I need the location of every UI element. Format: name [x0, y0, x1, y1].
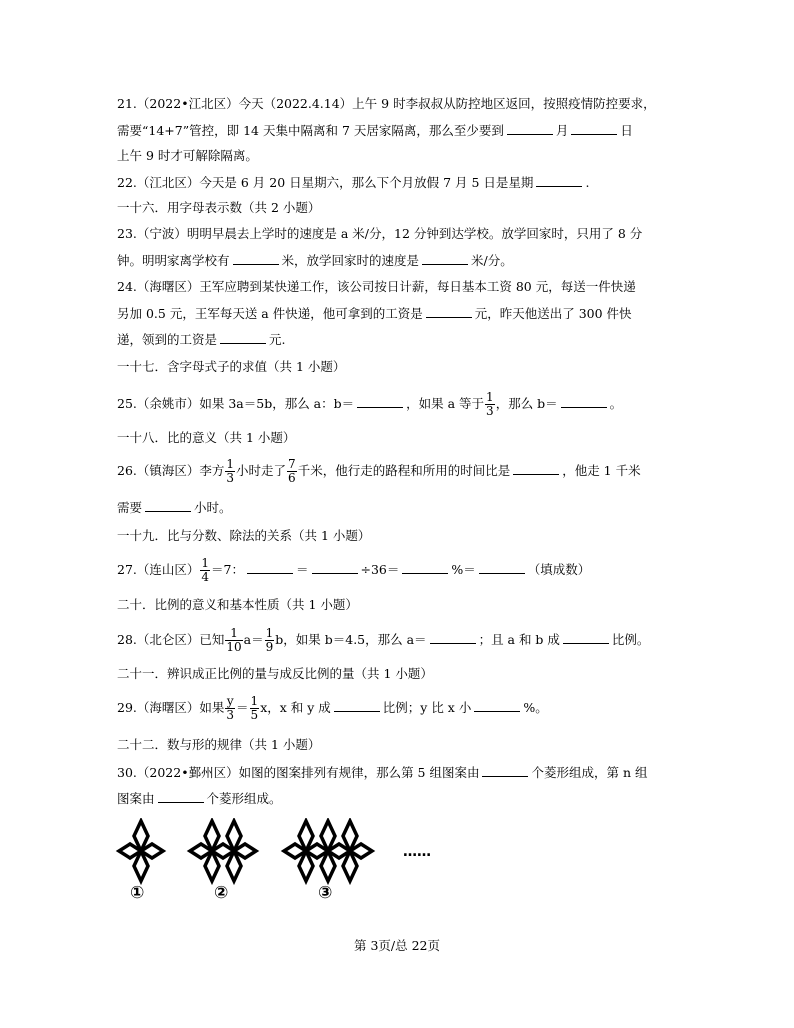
- q26-text-2a: 需要: [117, 500, 143, 515]
- q23-text-2a: 钟。明明家离学校有: [117, 253, 230, 268]
- q28-text-b: a＝: [243, 632, 264, 647]
- fraction-numerator: 1: [226, 457, 235, 471]
- q23-text-2b: 米，放学回家时的速度是: [281, 253, 420, 268]
- q30-text-2b: 个菱形组成。: [206, 791, 282, 806]
- answer-blank[interactable]: [426, 303, 472, 318]
- q29-text-a: 29.（海曙区）如果: [117, 700, 225, 715]
- answer-blank[interactable]: [220, 329, 266, 344]
- q24-text-3b: 元.: [269, 332, 286, 347]
- section-heading-18: 一十八．比的意义（共 1 小题）: [117, 430, 296, 445]
- page-footer: 第 3页/总 22页: [353, 938, 441, 953]
- q29-text-b: ＝: [236, 700, 249, 715]
- fraction-denominator: 4: [201, 570, 210, 584]
- fraction-numerator: 1: [225, 627, 242, 641]
- q25-text-b: ，如果 a 等于: [406, 396, 485, 411]
- section-heading-16: 一十六．用字母表示数（共 2 小题）: [117, 200, 321, 215]
- q27-text-a: 27.（连山区）: [117, 562, 200, 577]
- answer-blank[interactable]: [334, 697, 380, 712]
- q25-line: [117, 389, 622, 419]
- q22-text: 22.（江北区）今天是 6 月 20 日星期六，那么下个月放假 7 月 5 日是星期: [117, 175, 534, 190]
- ellipsis: ……: [403, 844, 431, 860]
- q29-text-d: 比例；y 比 x 小: [382, 700, 472, 715]
- fraction: [200, 557, 210, 584]
- section-heading-20: 二十．比例的意义和基本性质（共 1 小题）: [117, 597, 358, 612]
- answer-blank[interactable]: [563, 629, 609, 644]
- q26-text-2b: 小时。: [194, 500, 232, 515]
- q28-text-d: ；且 a 和 b 成: [478, 632, 560, 647]
- q27-text-c: ＝: [295, 562, 309, 577]
- q24-line3: [117, 329, 286, 350]
- fraction-denominator: 3: [486, 404, 494, 418]
- section-heading-21: 二十一．辨识成正比例的量与成反比例的量（共 1 小题）: [117, 666, 433, 681]
- fraction: [250, 695, 260, 722]
- q30-line2: [117, 788, 282, 809]
- fraction-denominator: 6: [288, 471, 296, 485]
- answer-blank[interactable]: [357, 393, 403, 408]
- q21-text-2c: 日: [620, 123, 633, 138]
- q24-text-2b: 元，昨天他送出了 300 件快: [474, 306, 632, 321]
- q30-text-1a: 30.（2022•鄞州区）如图的图案排列有规律，那么第 5 组图案由: [117, 765, 480, 780]
- group-label-3: ③: [318, 883, 333, 902]
- q21-text-2b: 月: [555, 123, 569, 138]
- q24-line1: [117, 277, 636, 297]
- q23-text: 23.（宁波）明明早晨去上学时的速度是 a 米/分，12 分钟到达学校。放学回家时，只用了 8 分: [117, 226, 643, 241]
- fraction-numerator: 1: [265, 626, 274, 640]
- q28-text-c: b，如果 b＝4.5，那么 a＝: [275, 632, 427, 647]
- q25-text-d: 。: [609, 396, 623, 411]
- q27-text-f: （填成数）: [527, 562, 591, 577]
- q29-text-e: %。: [523, 700, 548, 715]
- q27-text-e: %＝: [451, 562, 476, 577]
- fraction-denominator: 5: [250, 708, 259, 722]
- answer-blank[interactable]: [430, 629, 476, 644]
- fraction-numerator: 1: [486, 390, 494, 404]
- q30-text-2a: 图案由: [117, 791, 155, 806]
- section-heading-17: 一十七．含字母式子的求值（共 1 小题）: [117, 359, 346, 374]
- q21-text: 21.（2022•江北区）今天（2022.4.14）上午 9 时李叔叔从防控地区返回，按照疫情防控要求，: [117, 96, 656, 111]
- q21-text-3: 上午 9 时才可解除隔离。: [117, 148, 258, 163]
- answer-blank[interactable]: [402, 559, 448, 574]
- fraction-denominator: 3: [226, 708, 235, 722]
- q26-line2: [117, 497, 232, 518]
- answer-blank[interactable]: [247, 559, 293, 574]
- q24-text-2a: 另加 0.5 元，王军每天送 a 件快递，他可拿到的工资是: [117, 306, 423, 321]
- q24-text: 24.（海曙区）王军应聘到某快递工作，该公司按日计薪，每日基本工资 80 元，每送一件快递: [117, 279, 636, 294]
- q26-text-d: ，他走 1 千米: [562, 463, 641, 478]
- fraction: [225, 695, 235, 722]
- pattern-group-2: [190, 821, 256, 881]
- q25-text-a: 25.（余姚市）如果 3a＝5b，那么 a：b＝: [117, 396, 355, 411]
- fraction-denominator: 10: [226, 640, 242, 654]
- q23-line1: [117, 224, 642, 244]
- q21-line3: [117, 146, 258, 166]
- answer-blank[interactable]: [479, 559, 525, 574]
- fraction: [225, 458, 235, 485]
- q24-line2: [117, 303, 632, 324]
- q27-text-d: ÷36＝: [360, 562, 400, 577]
- q26-text-b: 小时走了: [236, 463, 287, 478]
- fraction: [485, 391, 495, 418]
- q22-line: [117, 172, 589, 193]
- answer-blank[interactable]: [422, 250, 468, 265]
- pattern-group-3: [284, 821, 372, 881]
- fraction-numerator: y: [226, 694, 234, 708]
- q29-text-c: x，x 和 y 成: [260, 700, 331, 715]
- q25-text-c: ，那么 b＝: [495, 396, 558, 411]
- group-label-1: ①: [130, 883, 145, 902]
- q21-text-2a: 需要“14+7”管控，即 14 天集中隔离和 7 天居家隔离，那么至少要到: [117, 123, 504, 138]
- fraction: [265, 627, 275, 654]
- fraction-denominator: 3: [226, 471, 235, 485]
- answer-blank[interactable]: [482, 762, 528, 777]
- answer-blank[interactable]: [158, 788, 204, 803]
- answer-blank[interactable]: [513, 460, 559, 475]
- answer-blank[interactable]: [145, 497, 191, 512]
- q23-line2: [117, 250, 513, 271]
- q28-text-a: 28.（北仑区）已知: [117, 632, 225, 647]
- q26-text-a: 26.（镇海区）李方: [117, 463, 225, 478]
- q30-line1: [117, 762, 647, 783]
- answer-blank[interactable]: [312, 559, 358, 574]
- fraction-denominator: 9: [265, 640, 274, 654]
- q24-text-3a: 递，领到的工资是: [117, 332, 218, 347]
- q26-line1: [117, 456, 641, 486]
- group-label-2: ②: [214, 883, 229, 902]
- fraction-numerator: 1: [250, 694, 259, 708]
- q28-text-e: 比例。: [611, 632, 650, 647]
- section-heading-19: 一十九．比与分数、除法的关系（共 1 小题）: [117, 528, 371, 543]
- q28-line: [117, 625, 649, 655]
- pattern-group-1: [119, 821, 163, 881]
- q29-line: [117, 693, 548, 723]
- answer-blank[interactable]: [507, 120, 553, 135]
- fraction: [225, 627, 242, 654]
- q26-text-c: 千米，他行走的路程和所用的时间比是: [297, 463, 511, 478]
- rhombus-pattern-figure: [110, 818, 450, 902]
- q21-line1: [117, 94, 656, 114]
- answer-blank[interactable]: [233, 250, 279, 265]
- fraction-numerator: 7: [288, 457, 296, 471]
- q23-text-2c: 米/分。: [471, 253, 513, 268]
- answer-blank[interactable]: [561, 393, 607, 408]
- fraction-numerator: 1: [201, 556, 210, 570]
- q21-line2: [117, 120, 633, 141]
- q27-text-b: ＝7：: [211, 562, 244, 577]
- q27-line: [117, 555, 590, 585]
- fraction: [287, 458, 297, 485]
- section-heading-22: 二十二．数与形的规律（共 1 小题）: [117, 737, 321, 752]
- answer-blank[interactable]: [536, 172, 582, 187]
- q22-end: .: [585, 175, 590, 190]
- q30-text-1b: 个菱形组成，第 n 组: [531, 765, 648, 780]
- answer-blank[interactable]: [571, 120, 617, 135]
- answer-blank[interactable]: [474, 697, 520, 712]
